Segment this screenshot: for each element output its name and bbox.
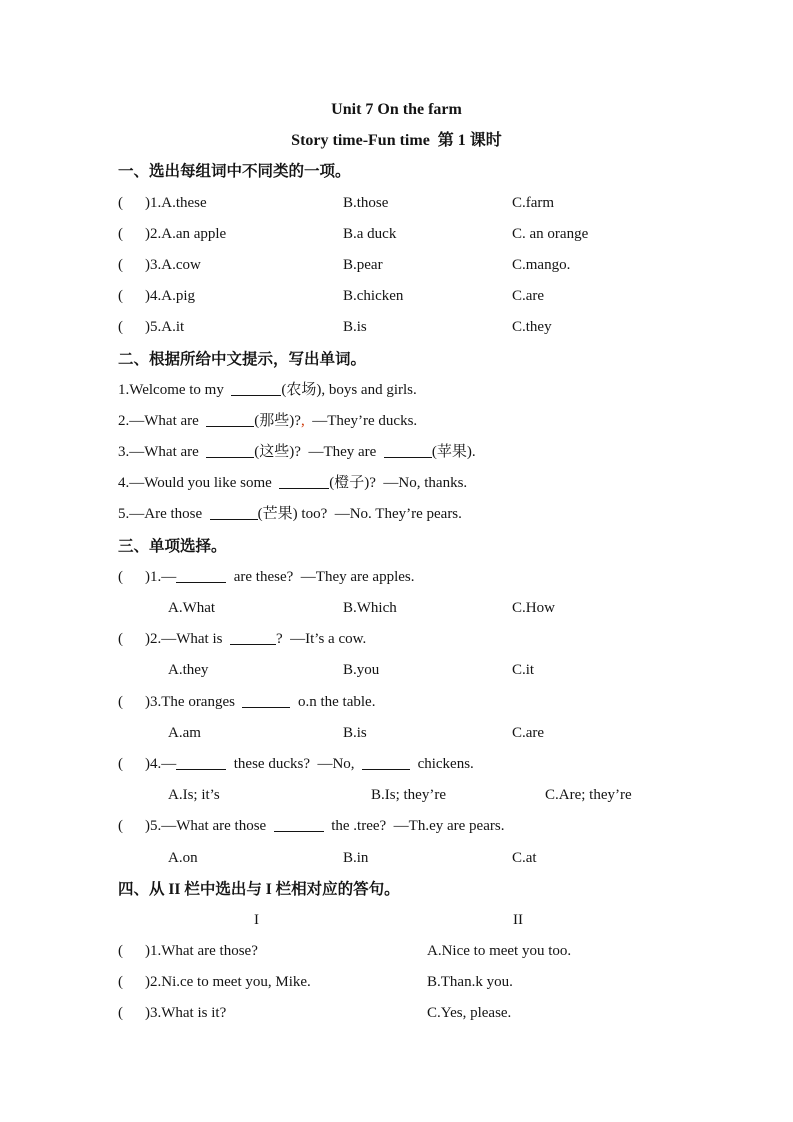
- text-cell: [145, 687, 375, 718]
- s4-match-3: [0, 998, 793, 1029]
- text-run: (: [118, 755, 123, 772]
- text-cell: [118, 687, 123, 718]
- text-cell: [512, 843, 537, 874]
- text-run: (这些)? —They are: [254, 444, 384, 461]
- text-run: C.at: [512, 849, 537, 866]
- blank-field: [206, 411, 254, 427]
- worksheet-content: [0, 94, 793, 1030]
- text-run: C.Are; they’re: [545, 787, 632, 804]
- text-run: )3.A.cow: [145, 256, 201, 273]
- text-cell: [145, 749, 474, 780]
- text-run: are these? —They are apples.: [226, 568, 415, 585]
- section2-heading: [0, 344, 793, 375]
- s4-column-headers: [0, 905, 793, 936]
- text-cell: [545, 780, 632, 811]
- text-run: the .tree? —Th.ey are pears.: [323, 818, 505, 835]
- text-cell: [145, 250, 201, 281]
- text-run: C.it: [512, 662, 535, 679]
- text-cell: [118, 749, 123, 780]
- text-run: B.you: [343, 662, 380, 679]
- text-run: ? —It’s a cow.: [275, 631, 367, 648]
- text-cell: [343, 188, 388, 219]
- text-run: B.Is; they’re: [371, 787, 446, 804]
- text-run: (: [118, 1005, 123, 1022]
- text-run: )4.A.pig: [145, 288, 195, 305]
- text-cell: [118, 624, 123, 655]
- text-run: Story time-Fun time 第 1 课时: [291, 132, 502, 150]
- text-run: B.is: [343, 724, 367, 741]
- text-cell: [145, 624, 366, 655]
- text-cell: [145, 562, 415, 593]
- text-run: )4.—: [145, 755, 177, 772]
- text-run: 一、选出每组词中不同类的一项。: [118, 163, 351, 181]
- text-cell: [145, 219, 226, 250]
- blank-field: [210, 504, 258, 520]
- text-cell: [512, 655, 534, 686]
- red-comma-mark: ,: [300, 412, 305, 429]
- text-cell: [118, 250, 123, 281]
- text-run: B.those: [343, 194, 389, 211]
- text-cell: [145, 811, 504, 842]
- text-cell: [145, 936, 258, 967]
- text-cell: [168, 593, 215, 624]
- text-run: Unit 7 On the farm: [331, 101, 462, 118]
- text-cell: [118, 936, 123, 967]
- text-cell: [118, 468, 467, 499]
- text-run: (: [118, 693, 123, 710]
- text-run: 5.—Are those: [118, 506, 210, 523]
- text-run: (: [118, 194, 123, 211]
- text-run: 2.—What are: [118, 412, 207, 429]
- text-run: C.How: [512, 600, 555, 616]
- text-run: (: [118, 288, 123, 305]
- text-cell: [371, 780, 446, 811]
- text-run: A.they: [168, 662, 209, 679]
- s1-row-3: [0, 250, 793, 281]
- s3-q3: [0, 687, 793, 718]
- text-run: )3.What is it?: [145, 1005, 227, 1022]
- blank-field: [362, 754, 410, 770]
- column-header-2: [513, 905, 523, 936]
- text-cell: [427, 936, 571, 967]
- text-cell: [118, 219, 123, 250]
- text-run: )5.A.it: [145, 319, 185, 336]
- text-run: )2.A.an apple: [145, 225, 227, 242]
- text-run: (: [118, 631, 123, 648]
- text-run: (橙子)? —No, thanks.: [329, 475, 468, 492]
- blank-field: [206, 442, 254, 458]
- text-run: )1.—: [145, 568, 177, 585]
- text-run: (: [118, 568, 123, 585]
- text-run: 3.—What are: [118, 444, 207, 461]
- text-run: 1.Welcome to my: [118, 381, 232, 398]
- text-cell: [427, 998, 511, 1029]
- s2-line-2: [0, 406, 793, 437]
- section-heading: [118, 156, 351, 187]
- text-cell: [145, 281, 195, 312]
- section1-heading: [0, 156, 793, 187]
- text-cell: [343, 718, 367, 749]
- text-run: A.Is; it’s: [168, 787, 220, 804]
- text-run: 三、单项选择。: [118, 537, 227, 555]
- s2-line-1: [0, 375, 793, 406]
- text-cell: [343, 843, 368, 874]
- s3-q4: [0, 749, 793, 780]
- column-header-1: [254, 905, 259, 936]
- text-run: )1.A.these: [145, 194, 207, 211]
- text-run: —They’re ducks.: [304, 412, 418, 429]
- s2-line-5: [0, 499, 793, 530]
- text-run: C.are: [512, 288, 545, 305]
- text-run: B.is: [343, 319, 367, 336]
- text-run: (农场), boys and girls.: [281, 381, 417, 398]
- section-heading: [118, 874, 400, 905]
- text-run: (那些)?: [254, 412, 301, 429]
- text-run: B.chicken: [343, 288, 404, 305]
- s3-q1-options: [0, 593, 793, 624]
- text-run: chickens.: [410, 755, 474, 772]
- text-run: C.are: [512, 724, 545, 741]
- text-run: (: [118, 319, 123, 336]
- text-cell: [145, 998, 226, 1029]
- text-run: C. an orange: [512, 225, 589, 242]
- text-run: A.am: [168, 724, 201, 741]
- text-cell: [145, 312, 184, 343]
- text-run: (: [118, 974, 123, 991]
- s3-q5-options: [0, 843, 793, 874]
- s1-row-4: [0, 281, 793, 312]
- s3-q5: [0, 811, 793, 842]
- blank-field: [230, 629, 276, 645]
- section-heading: [118, 531, 227, 562]
- text-cell: [512, 250, 570, 281]
- blank-field: [384, 442, 432, 458]
- blank-field: [242, 692, 290, 708]
- text-cell: [512, 281, 544, 312]
- text-cell: [168, 780, 220, 811]
- text-run: (: [118, 818, 123, 835]
- s3-q3-options: [0, 718, 793, 749]
- text-run: (: [118, 225, 123, 242]
- s2-line-3: [0, 437, 793, 468]
- text-run: I: [254, 911, 259, 928]
- text-cell: [512, 219, 588, 250]
- text-cell: [512, 188, 554, 219]
- text-run: (: [118, 256, 123, 273]
- text-cell: [512, 312, 552, 343]
- text-run: C.mango.: [512, 256, 571, 273]
- text-cell: [118, 562, 123, 593]
- text-cell: [118, 967, 123, 998]
- text-run: 二、根据所给中文提示，写出单词。: [118, 350, 367, 368]
- blank-field: [274, 816, 324, 832]
- text-run: these ducks? —No,: [226, 755, 363, 772]
- text-run: 四、从 II 栏中选出与 I 栏相对应的答句。: [118, 880, 400, 898]
- text-cell: [343, 281, 403, 312]
- text-run: B.pear: [343, 256, 383, 273]
- text-cell: [168, 843, 198, 874]
- text-run: (芒果) too? —No. They’re pears.: [257, 506, 462, 523]
- text-cell: [118, 499, 462, 530]
- text-run: B.Than.k you.: [427, 974, 513, 991]
- text-cell: [145, 188, 207, 219]
- text-cell: [118, 312, 123, 343]
- text-run: )2.—What is: [145, 631, 230, 648]
- text-cell: [427, 967, 513, 998]
- s2-line-4: [0, 468, 793, 499]
- s3-q2: [0, 624, 793, 655]
- text-cell: [118, 281, 123, 312]
- text-cell: [343, 250, 383, 281]
- text-run: C.farm: [512, 194, 555, 211]
- text-run: )1.What are those?: [145, 943, 258, 960]
- text-run: 4.—Would you like some: [118, 475, 280, 492]
- text-cell: [145, 967, 311, 998]
- text-cell: [343, 655, 379, 686]
- text-run: )2.Ni.ce to meet you, Mike.: [145, 974, 311, 991]
- s4-match-1: [0, 936, 793, 967]
- text-run: (苹果).: [431, 444, 476, 461]
- page-title: [0, 94, 793, 125]
- text-run: B.Which: [343, 600, 397, 616]
- s3-q2-options: [0, 655, 793, 686]
- s3-q1: [0, 562, 793, 593]
- text-run: C.they: [512, 319, 552, 336]
- text-cell: [118, 998, 123, 1029]
- text-cell: [168, 655, 208, 686]
- text-run: o.n the table.: [290, 693, 376, 710]
- s1-row-2: [0, 219, 793, 250]
- text-run: A.Nice to meet you too.: [427, 943, 572, 960]
- text-cell: [168, 718, 201, 749]
- s1-row-5: [0, 312, 793, 343]
- doc-subtitle: [0, 125, 793, 156]
- text-cell: [343, 312, 367, 343]
- text-cell: [118, 375, 417, 406]
- s3-q4-options: [0, 780, 793, 811]
- text-cell: [512, 593, 555, 624]
- text-run: )5.—What are those: [145, 818, 274, 835]
- text-cell: [118, 437, 476, 468]
- s4-match-2: [0, 967, 793, 998]
- s1-row-1: [0, 188, 793, 219]
- text-cell: [343, 593, 397, 624]
- section4-heading: [0, 874, 793, 905]
- blank-field: [279, 473, 329, 489]
- text-run: A.on: [168, 849, 198, 866]
- text-run: A.What: [168, 600, 216, 616]
- text-run: B.in: [343, 849, 369, 866]
- text-cell: [343, 219, 396, 250]
- text-cell: [118, 811, 123, 842]
- blank-field: [176, 567, 226, 583]
- doc-title: [0, 94, 793, 125]
- page-subtitle: [0, 125, 793, 156]
- text-cell: [118, 188, 123, 219]
- text-cell: [118, 406, 417, 437]
- text-run: II: [513, 911, 523, 928]
- section-heading: [118, 344, 366, 375]
- text-run: B.a duck: [343, 225, 397, 242]
- text-run: (: [118, 943, 123, 960]
- text-run: C.Yes, please.: [427, 1005, 512, 1022]
- section3-heading: [0, 531, 793, 562]
- blank-field: [231, 380, 281, 396]
- blank-field: [176, 754, 226, 770]
- text-cell: [512, 718, 544, 749]
- text-run: )3.The oranges: [145, 693, 243, 710]
